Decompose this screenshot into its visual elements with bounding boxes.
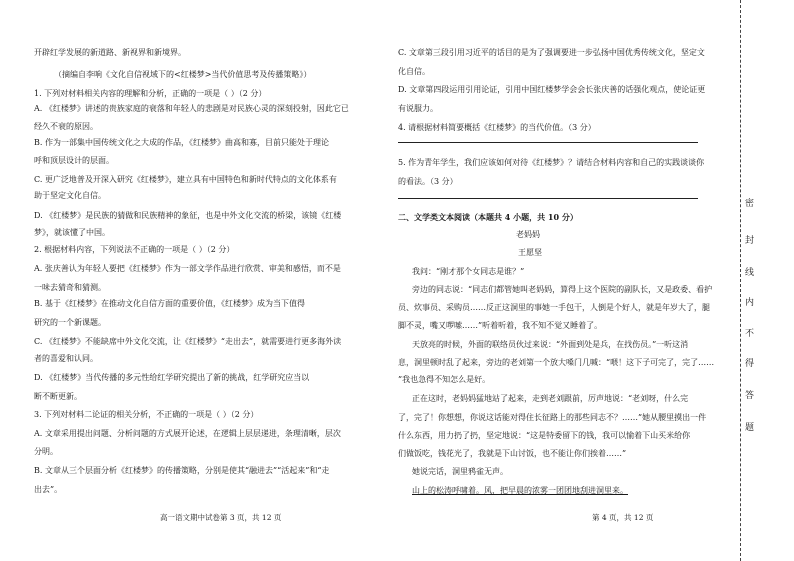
left-line: 助于坚定文化自信。: [34, 191, 106, 200]
answer-line: [398, 198, 698, 199]
seal-line: [740, 0, 741, 561]
right-line: 4. 请根据材料简要概括《红楼梦》的当代价值。（3 分）: [398, 123, 596, 132]
article-paragraph: 正在这时，老妈妈猛地站了起来，走到老刘跟前，厉声地说：“老刘呀，什么完: [412, 394, 689, 403]
article-paragraph: 我问：“刚才那个女同志是谁？”: [412, 267, 525, 276]
article-paragraph: ”我也急得不知怎么是好。: [398, 375, 491, 384]
left-line: D. 《红楼梦》是民族的猜做和民族精神的象征，也是中外文化交流的桥梁，该镜《红楼: [34, 211, 342, 220]
article-paragraph: 息，洞里顿时乱了起来，旁边的老刘第一个放大嗓门几喊：“喂！这下子可完了，完了……: [398, 358, 715, 367]
seal-char: 封: [745, 236, 755, 246]
right-line: 化自信。: [398, 67, 430, 76]
left-line: D. 《红楼梦》当代传播的多元性给红学研究提出了新的挑战，红学研究应当以: [34, 373, 310, 382]
left-footer: 高一语文期中试卷第 3 页，共 12 页: [160, 513, 282, 522]
article-paragraph: 什么东西，用力扔了扔，坚定地说：“这是特委留下的钱，我可以愉着下山买米给你: [398, 431, 691, 440]
left-line: B. 作为一部集中国传统文化之大成的作品，《红楼梦》曲高和寡，目前只能处于理论: [34, 138, 329, 147]
left-line: B. 文章从三个层面分析《红楼梦》的传播策略，分别是使其“融进去”“活起来”和“走: [34, 466, 330, 475]
right-line: 5. 作为青年学生，我们应该如何对待《红楼梦》？请结合材料内容和自己的实践谈谈你: [398, 158, 705, 167]
left-line: 研究的一个新课题。: [34, 318, 106, 327]
seal-char: 答: [745, 391, 755, 401]
left-line: 者的喜爱和认同。: [34, 354, 98, 363]
left-line: 1. 下列对材料相关内容的理解和分析，正确的一项是（ ）（2 分）: [34, 89, 267, 98]
left-line: C. 《红楼梦》不能缺席中外文化交流，让《红楼梦》“走出去”，就需要进行更多海外读: [34, 337, 342, 346]
left-line: 断不断更新。: [34, 392, 82, 401]
article-paragraph: 山上的松涛呼啸着。风，把早晨的浓雾一团团地刮进洞里来。: [412, 486, 628, 495]
left-line: 2. 根据材料内容，下列说法不正确的一项是（ ）（2 分）: [34, 245, 235, 254]
seal-char: 不: [745, 329, 755, 339]
right-footer: 第 4 页，共 12 页: [592, 513, 654, 522]
left-line: （摘编自李响《文化自信视域下的<红楼梦>当代价值思考及传播策略》）: [54, 70, 312, 79]
left-line: A. 文章采用提出问题、分析问题的方式展开论述，在逻辑上层层递进，条理清晰，层次: [34, 429, 341, 438]
article-paragraph: 了，完了！你想想，你说这话能对得住长征路上的那些同志不？……”她从腰里摸出一件: [398, 413, 707, 422]
seal-char: 线: [745, 268, 755, 278]
seal-char: 密: [745, 199, 755, 209]
left-line: 开辟红学发展的新道路、新视界和新境界。: [34, 48, 186, 57]
author: 王愿坚: [518, 248, 542, 257]
answer-line: [398, 142, 698, 143]
right-line: 有说服力。: [398, 104, 438, 113]
left-line: 经久不衰的原因。: [34, 122, 98, 131]
left-line: C. 更广泛地普及开深入研究《红楼梦》，建立具有中国特色和新时代特点的文化体系有: [34, 175, 337, 184]
left-line: A. 张庆善认为年轻人要把《红楼梦》作为一部文学作品进行欣赏、审美和感悟，而不是: [34, 264, 341, 273]
right-line: C. 文章第三段引用习近平的话目的是为了强调要进一步弘扬中国优秀传统文化，坚定文: [398, 48, 705, 57]
article-paragraph: 天放亮的时候，外面的联络员伙过来说：“外面到处是兵，在找伤员。”一听这消: [412, 340, 689, 349]
left-line: 出去”。: [34, 485, 63, 494]
seal-char: 内: [745, 298, 755, 308]
right-line: D. 文章第四段运用引用论证，引用中国红楼梦学会会长张庆善的话强化观点，使论证更: [398, 85, 706, 94]
article-paragraph: 她说完话，洞里鸦雀无声。: [412, 467, 508, 476]
left-line: 呼和顶层设计的层面。: [34, 156, 114, 165]
left-line: A. 《红楼梦》讲述的贵族家庭的衰落和年轻人的悲剧是对民族心灵的深刻投射，因此它已: [34, 104, 349, 113]
right-line: 的看法。（3 分）: [398, 177, 458, 186]
article-title: 老妈妈: [516, 230, 540, 239]
left-line: 分明。: [34, 447, 58, 456]
seal-char: 得: [745, 359, 755, 369]
section-title: 二、文学类文本阅读（本题共 4 小题，共 10 分）: [398, 212, 578, 222]
left-line: 梦》，就该懂了中国。: [34, 228, 110, 237]
left-line: 一味去猜奇和猜测。: [34, 283, 106, 292]
left-line: 3. 下列对材料二论证的相关分析，不正确的一项是（ ）（2 分）: [34, 410, 259, 419]
article-paragraph: 们做饭吃，钱花光了，我就是下山讨饭，也不能让你们挨着……”: [398, 449, 627, 458]
left-line: B. 基于《红楼梦》在推动文化自信方面的重要价值，《红楼梦》成为当下值得: [34, 299, 305, 308]
seal-char: 题: [745, 423, 755, 433]
article-paragraph: 脚不灵，嘴又啰嗦……”听着听着，我不知不觉又睡着了。: [398, 321, 603, 330]
article-paragraph: 员、炊事员、采购员……反正这洞里的事她一手包干，人倒是个好人，就是年岁大了，腿: [398, 303, 710, 312]
article-paragraph: 旁边的同志说：“同志们都管她叫老妈妈，算得上这个医院的副队长，又是政委、看护: [412, 285, 713, 294]
